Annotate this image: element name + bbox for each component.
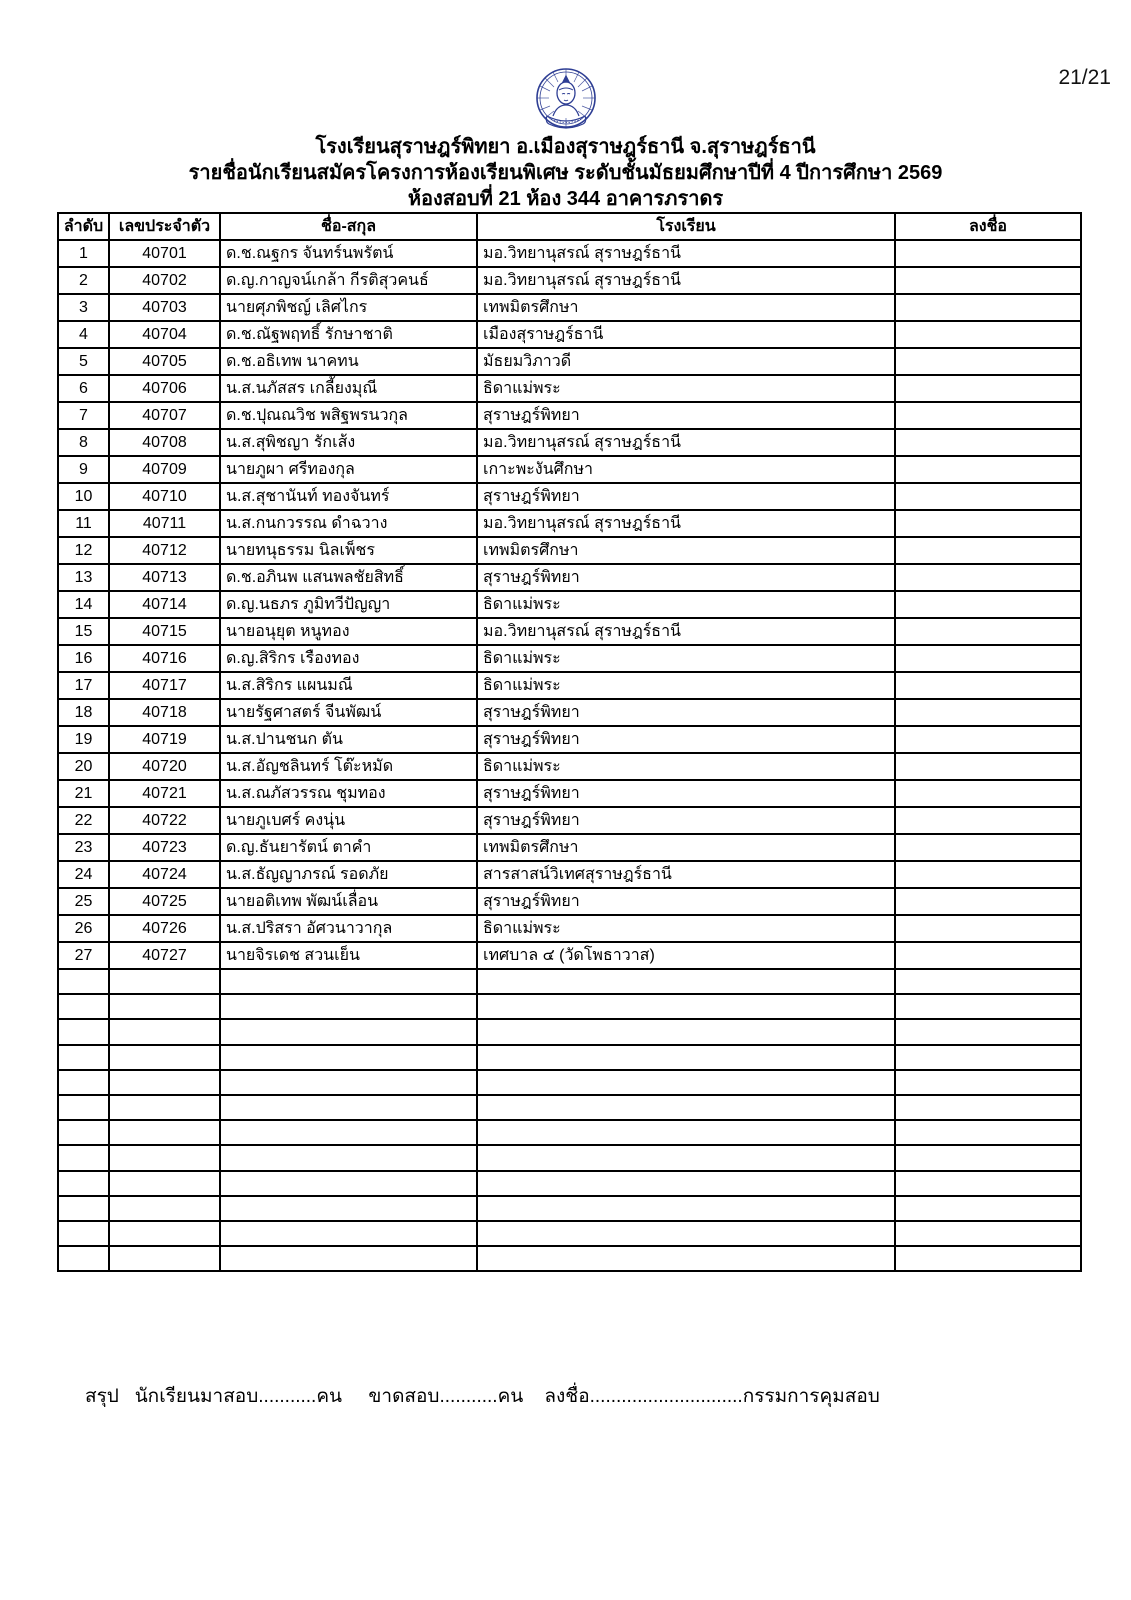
cell-order bbox=[58, 1019, 109, 1044]
cell-school: ธิดาแม่พระ bbox=[477, 753, 895, 780]
cell-signature bbox=[895, 1095, 1081, 1120]
cell-id: 40723 bbox=[109, 834, 220, 861]
cell-order: 1 bbox=[58, 240, 109, 267]
school-crest-icon bbox=[533, 66, 599, 134]
cell-signature bbox=[895, 267, 1081, 294]
cell-name: น.ส.ณภัสวรรณ ชุมทอง bbox=[220, 780, 477, 807]
column-header-name: ชื่อ-สกุล bbox=[220, 213, 477, 240]
cell-order: 16 bbox=[58, 645, 109, 672]
cell-order: 9 bbox=[58, 456, 109, 483]
cell-signature bbox=[895, 672, 1081, 699]
cell-order: 15 bbox=[58, 618, 109, 645]
cell-name bbox=[220, 1196, 477, 1221]
cell-order: 7 bbox=[58, 402, 109, 429]
table-row bbox=[58, 699, 1081, 726]
cell-signature bbox=[895, 726, 1081, 753]
cell-school: สุราษฎร์พิทยา bbox=[477, 888, 895, 915]
cell-id: 40705 bbox=[109, 348, 220, 375]
cell-id: 40718 bbox=[109, 699, 220, 726]
column-header-id: เลขประจำตัว bbox=[109, 213, 220, 240]
cell-school: เมืองสุราษฎร์ธานี bbox=[477, 321, 895, 348]
cell-order: 14 bbox=[58, 591, 109, 618]
cell-signature bbox=[895, 537, 1081, 564]
cell-order bbox=[58, 1221, 109, 1246]
cell-signature bbox=[895, 348, 1081, 375]
cell-order: 4 bbox=[58, 321, 109, 348]
cell-signature bbox=[895, 510, 1081, 537]
cell-school bbox=[477, 994, 895, 1019]
cell-id: 40716 bbox=[109, 645, 220, 672]
cell-school: ธิดาแม่พระ bbox=[477, 591, 895, 618]
table-row bbox=[58, 780, 1081, 807]
cell-school: สุราษฎร์พิทยา bbox=[477, 807, 895, 834]
cell-school: มอ.วิทยานุสรณ์ สุราษฎร์ธานี bbox=[477, 267, 895, 294]
cell-id: 40721 bbox=[109, 780, 220, 807]
table-row bbox=[58, 429, 1081, 456]
cell-order bbox=[58, 1045, 109, 1070]
cell-signature bbox=[895, 321, 1081, 348]
table-row bbox=[58, 537, 1081, 564]
empty-table-row bbox=[58, 1171, 1081, 1196]
cell-name: ด.ญ.กาญจน์เกล้า กีรติสุวคนธ์ bbox=[220, 267, 477, 294]
cell-id bbox=[109, 1145, 220, 1170]
cell-order: 23 bbox=[58, 834, 109, 861]
cell-id bbox=[109, 1019, 220, 1044]
cell-school bbox=[477, 1095, 895, 1120]
empty-table-row bbox=[58, 969, 1081, 994]
cell-id bbox=[109, 1171, 220, 1196]
student-roster-table-wrap bbox=[57, 212, 1082, 1272]
cell-name bbox=[220, 1145, 477, 1170]
table-row bbox=[58, 294, 1081, 321]
cell-name bbox=[220, 1120, 477, 1145]
cell-order: 12 bbox=[58, 537, 109, 564]
empty-table-row bbox=[58, 994, 1081, 1019]
cell-id: 40726 bbox=[109, 915, 220, 942]
cell-id: 40724 bbox=[109, 861, 220, 888]
cell-order bbox=[58, 1145, 109, 1170]
summary-line: สรุป นักเรียนมาสอบ...........คน ขาดสอบ...........คน ลงชื่อ.............................กรรมการคุมสอบ bbox=[85, 1386, 880, 1407]
cell-signature bbox=[895, 861, 1081, 888]
cell-signature bbox=[895, 456, 1081, 483]
cell-order: 3 bbox=[58, 294, 109, 321]
cell-name bbox=[220, 1045, 477, 1070]
cell-signature bbox=[895, 994, 1081, 1019]
cell-school: ธิดาแม่พระ bbox=[477, 915, 895, 942]
cell-school: มอ.วิทยานุสรณ์ สุราษฎร์ธานี bbox=[477, 510, 895, 537]
table-row bbox=[58, 402, 1081, 429]
cell-signature bbox=[895, 429, 1081, 456]
cell-name: น.ส.สุพิชญา รักเส้ง bbox=[220, 429, 477, 456]
table-row bbox=[58, 645, 1081, 672]
cell-name: ด.ช.ปุณณวิช พสิฐพรนวกุล bbox=[220, 402, 477, 429]
cell-order: 18 bbox=[58, 699, 109, 726]
table-row bbox=[58, 510, 1081, 537]
column-header-sign: ลงชื่อ bbox=[895, 213, 1081, 240]
cell-id: 40701 bbox=[109, 240, 220, 267]
cell-signature bbox=[895, 1070, 1081, 1095]
cell-school: สุราษฎร์พิทยา bbox=[477, 483, 895, 510]
cell-order: 27 bbox=[58, 942, 109, 969]
cell-signature bbox=[895, 294, 1081, 321]
cell-order bbox=[58, 1196, 109, 1221]
cell-school: มอ.วิทยานุสรณ์ สุราษฎร์ธานี bbox=[477, 429, 895, 456]
table-row bbox=[58, 618, 1081, 645]
cell-order: 26 bbox=[58, 915, 109, 942]
cell-id: 40711 bbox=[109, 510, 220, 537]
cell-order: 17 bbox=[58, 672, 109, 699]
cell-signature bbox=[895, 888, 1081, 915]
cell-signature bbox=[895, 1145, 1081, 1170]
cell-school: เทพมิตรศึกษา bbox=[477, 294, 895, 321]
cell-school: สุราษฎร์พิทยา bbox=[477, 402, 895, 429]
cell-name bbox=[220, 1221, 477, 1246]
table-row bbox=[58, 915, 1081, 942]
cell-name: น.ส.ธัญญาภรณ์ รอดภัย bbox=[220, 861, 477, 888]
column-header-order: ลำดับ bbox=[58, 213, 109, 240]
table-row bbox=[58, 888, 1081, 915]
cell-name: น.ส.ปานชนก ตัน bbox=[220, 726, 477, 753]
table-row bbox=[58, 672, 1081, 699]
cell-order: 8 bbox=[58, 429, 109, 456]
cell-school: สุราษฎร์พิทยา bbox=[477, 726, 895, 753]
cell-name bbox=[220, 1246, 477, 1271]
empty-table-row bbox=[58, 1120, 1081, 1145]
table-row bbox=[58, 321, 1081, 348]
cell-id bbox=[109, 1045, 220, 1070]
cell-id: 40720 bbox=[109, 753, 220, 780]
cell-id bbox=[109, 1246, 220, 1271]
cell-name: น.ส.กนกวรรณ ดำฉวาง bbox=[220, 510, 477, 537]
cell-school: ธิดาแม่พระ bbox=[477, 375, 895, 402]
empty-table-row bbox=[58, 1196, 1081, 1221]
cell-school bbox=[477, 1045, 895, 1070]
cell-id: 40703 bbox=[109, 294, 220, 321]
empty-table-row bbox=[58, 1221, 1081, 1246]
cell-school: มอ.วิทยานุสรณ์ สุราษฎร์ธานี bbox=[477, 240, 895, 267]
cell-id: 40713 bbox=[109, 564, 220, 591]
cell-order: 21 bbox=[58, 780, 109, 807]
cell-order bbox=[58, 1070, 109, 1095]
table-row bbox=[58, 942, 1081, 969]
cell-name bbox=[220, 1171, 477, 1196]
cell-signature bbox=[895, 753, 1081, 780]
cell-signature bbox=[895, 834, 1081, 861]
table-header-row bbox=[58, 213, 1081, 240]
cell-order bbox=[58, 969, 109, 994]
cell-school: สารสาสน์วิเทศสุราษฎร์ธานี bbox=[477, 861, 895, 888]
cell-id bbox=[109, 969, 220, 994]
cell-signature bbox=[895, 969, 1081, 994]
cell-signature bbox=[895, 591, 1081, 618]
cell-signature bbox=[895, 807, 1081, 834]
cell-signature bbox=[895, 1045, 1081, 1070]
cell-id bbox=[109, 1221, 220, 1246]
table-row bbox=[58, 564, 1081, 591]
cell-signature bbox=[895, 483, 1081, 510]
cell-signature bbox=[895, 375, 1081, 402]
cell-signature bbox=[895, 402, 1081, 429]
cell-id: 40709 bbox=[109, 456, 220, 483]
table-row bbox=[58, 591, 1081, 618]
student-roster-table bbox=[57, 212, 1082, 1272]
table-row bbox=[58, 834, 1081, 861]
school-crest-logo bbox=[533, 66, 599, 134]
cell-school: ธิดาแม่พระ bbox=[477, 672, 895, 699]
cell-signature bbox=[895, 942, 1081, 969]
cell-school bbox=[477, 1221, 895, 1246]
cell-order: 10 bbox=[58, 483, 109, 510]
cell-id: 40725 bbox=[109, 888, 220, 915]
cell-name bbox=[220, 969, 477, 994]
cell-school bbox=[477, 1120, 895, 1145]
cell-signature bbox=[895, 564, 1081, 591]
cell-id bbox=[109, 1120, 220, 1145]
cell-name: น.ส.นภัสสร เกลี้ยงมุณี bbox=[220, 375, 477, 402]
cell-school: เทศบาล ๔ (วัดโพธาวาส) bbox=[477, 942, 895, 969]
cell-name: น.ส.ปริสรา อัศวนาวากุล bbox=[220, 915, 477, 942]
table-row bbox=[58, 726, 1081, 753]
cell-order: 19 bbox=[58, 726, 109, 753]
cell-name: น.ส.สุชานันท์ ทองจันทร์ bbox=[220, 483, 477, 510]
cell-id: 40715 bbox=[109, 618, 220, 645]
cell-school: เกาะพะงันศึกษา bbox=[477, 456, 895, 483]
cell-order bbox=[58, 1095, 109, 1120]
cell-school bbox=[477, 969, 895, 994]
cell-order: 2 bbox=[58, 267, 109, 294]
cell-signature bbox=[895, 645, 1081, 672]
empty-table-row bbox=[58, 1019, 1081, 1044]
empty-table-row bbox=[58, 1095, 1081, 1120]
cell-name bbox=[220, 1070, 477, 1095]
table-row bbox=[58, 456, 1081, 483]
cell-id: 40702 bbox=[109, 267, 220, 294]
cell-name: น.ส.สิริกร แผนมณี bbox=[220, 672, 477, 699]
cell-id bbox=[109, 1095, 220, 1120]
cell-name: นายจิรเดช สวนเย็น bbox=[220, 942, 477, 969]
cell-signature bbox=[895, 1246, 1081, 1271]
cell-name bbox=[220, 1019, 477, 1044]
empty-table-row bbox=[58, 1070, 1081, 1095]
cell-school bbox=[477, 1246, 895, 1271]
cell-school bbox=[477, 1019, 895, 1044]
cell-signature bbox=[895, 618, 1081, 645]
cell-order: 13 bbox=[58, 564, 109, 591]
cell-name: นายรัฐศาสตร์ จีนพัฒน์ bbox=[220, 699, 477, 726]
column-header-school: โรงเรียน bbox=[477, 213, 895, 240]
cell-order bbox=[58, 1246, 109, 1271]
table-row bbox=[58, 375, 1081, 402]
cell-school: ธิดาแม่พระ bbox=[477, 645, 895, 672]
cell-signature bbox=[895, 1019, 1081, 1044]
cell-order bbox=[58, 1120, 109, 1145]
cell-school bbox=[477, 1070, 895, 1095]
table-row bbox=[58, 861, 1081, 888]
cell-order: 11 bbox=[58, 510, 109, 537]
cell-school: มอ.วิทยานุสรณ์ สุราษฎร์ธานี bbox=[477, 618, 895, 645]
cell-school: สุราษฎร์พิทยา bbox=[477, 564, 895, 591]
table-row bbox=[58, 267, 1081, 294]
cell-order: 5 bbox=[58, 348, 109, 375]
cell-order: 20 bbox=[58, 753, 109, 780]
cell-school: เทพมิตรศึกษา bbox=[477, 537, 895, 564]
cell-name: นายศุภพิชญ์ เลิศไกร bbox=[220, 294, 477, 321]
cell-id: 40717 bbox=[109, 672, 220, 699]
cell-order bbox=[58, 1171, 109, 1196]
cell-signature bbox=[895, 1196, 1081, 1221]
cell-school bbox=[477, 1171, 895, 1196]
exam-room-title: ห้องสอบที่ 21 ห้อง 344 อาคารภราดร bbox=[407, 188, 724, 210]
cell-name: นายอนุยุต หนูทอง bbox=[220, 618, 477, 645]
cell-school: สุราษฎร์พิทยา bbox=[477, 780, 895, 807]
cell-name bbox=[220, 994, 477, 1019]
cell-signature bbox=[895, 780, 1081, 807]
student-table-body bbox=[58, 240, 1081, 1271]
cell-signature bbox=[895, 240, 1081, 267]
cell-order: 22 bbox=[58, 807, 109, 834]
cell-name: ด.ช.อภินพ แสนพลชัยสิทธิ์ bbox=[220, 564, 477, 591]
cell-name: ด.ช.ณฐกร จันทร์นพรัตน์ bbox=[220, 240, 477, 267]
cell-id: 40707 bbox=[109, 402, 220, 429]
cell-name: นายภูเบศร์ คงนุ่น bbox=[220, 807, 477, 834]
cell-school: สุราษฎร์พิทยา bbox=[477, 699, 895, 726]
cell-name: นายภูผา ศรีทองกุล bbox=[220, 456, 477, 483]
cell-name: ด.ช.อธิเทพ นาคทน bbox=[220, 348, 477, 375]
cell-id: 40722 bbox=[109, 807, 220, 834]
table-row bbox=[58, 348, 1081, 375]
cell-name bbox=[220, 1095, 477, 1120]
cell-signature bbox=[895, 1120, 1081, 1145]
cell-id bbox=[109, 1070, 220, 1095]
cell-signature bbox=[895, 699, 1081, 726]
table-row bbox=[58, 483, 1081, 510]
cell-name: นายทนุธรรม นิลเพ็ชร bbox=[220, 537, 477, 564]
cell-id: 40712 bbox=[109, 537, 220, 564]
cell-id: 40719 bbox=[109, 726, 220, 753]
list-title: รายชื่อนักเรียนสมัครโครงการห้องเรียนพิเศษ ระดับชั้นมัธยมศึกษาปีที่ 4 ปีการศึกษา 2569 bbox=[188, 162, 943, 184]
cell-order bbox=[58, 994, 109, 1019]
table-row bbox=[58, 753, 1081, 780]
cell-signature bbox=[895, 1171, 1081, 1196]
table-row bbox=[58, 807, 1081, 834]
cell-name: ด.ญ.สิริกร เรืองทอง bbox=[220, 645, 477, 672]
empty-table-row bbox=[58, 1145, 1081, 1170]
cell-name: ด.ช.ณัฐพฤทธิ์ รักษาชาติ bbox=[220, 321, 477, 348]
cell-signature bbox=[895, 915, 1081, 942]
cell-signature bbox=[895, 1221, 1081, 1246]
cell-school bbox=[477, 1196, 895, 1221]
cell-name: ด.ญ.นธภร ภูมิทวีปัญญา bbox=[220, 591, 477, 618]
cell-school bbox=[477, 1145, 895, 1170]
empty-table-row bbox=[58, 1246, 1081, 1271]
cell-order: 25 bbox=[58, 888, 109, 915]
document-title-block bbox=[0, 134, 1131, 212]
empty-table-row bbox=[58, 1045, 1081, 1070]
cell-id bbox=[109, 994, 220, 1019]
cell-id: 40708 bbox=[109, 429, 220, 456]
cell-id: 40714 bbox=[109, 591, 220, 618]
cell-order: 6 bbox=[58, 375, 109, 402]
cell-name: นายอติเทพ พัฒน์เลื่อน bbox=[220, 888, 477, 915]
cell-id: 40710 bbox=[109, 483, 220, 510]
school-title: โรงเรียนสุราษฎร์พิทยา อ.เมืองสุราษฎร์ธานี จ.สุราษฎร์ธานี bbox=[315, 136, 816, 158]
cell-name: น.ส.อัญชลินทร์ โต๊ะหมัด bbox=[220, 753, 477, 780]
cell-id: 40704 bbox=[109, 321, 220, 348]
page-number: 21/21 bbox=[1058, 66, 1111, 89]
cell-id: 40706 bbox=[109, 375, 220, 402]
table-row bbox=[58, 240, 1081, 267]
cell-name: ด.ญ.ธันยารัตน์ ตาคำ bbox=[220, 834, 477, 861]
cell-school: เทพมิตรศึกษา bbox=[477, 834, 895, 861]
cell-school: มัธยมวิภาวดี bbox=[477, 348, 895, 375]
cell-order: 24 bbox=[58, 861, 109, 888]
cell-id bbox=[109, 1196, 220, 1221]
cell-id: 40727 bbox=[109, 942, 220, 969]
